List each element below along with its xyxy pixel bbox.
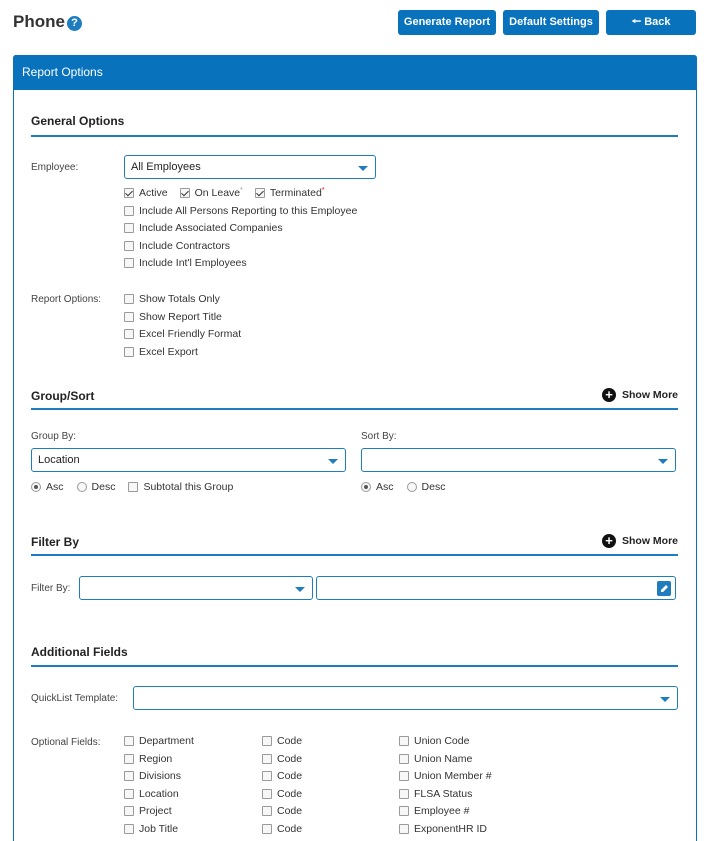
section-divider <box>31 408 678 410</box>
field-checkbox[interactable] <box>399 754 409 764</box>
include-reporting-checkbox[interactable] <box>124 206 134 216</box>
chevron-down-icon <box>660 697 670 702</box>
field-label: Location <box>139 788 179 800</box>
employee-label: Employee: <box>31 162 79 173</box>
additional-fields-title: Additional Fields <box>31 645 128 659</box>
chevron-down-icon <box>328 459 338 464</box>
code-checkbox[interactable] <box>262 806 272 816</box>
page-title: Phone <box>13 12 65 31</box>
excel-friendly-label: Excel Friendly Format <box>139 328 242 340</box>
chevron-down-icon <box>658 459 668 464</box>
section-divider <box>31 554 678 556</box>
code-checkbox[interactable] <box>262 824 272 834</box>
section-divider <box>31 135 678 137</box>
active-label: Active <box>139 187 168 199</box>
sort-asc-radio[interactable] <box>361 482 371 492</box>
field-checkbox[interactable] <box>399 789 409 799</box>
subtotal-label: Subtotal this Group <box>143 481 234 493</box>
active-checkbox[interactable] <box>124 188 134 198</box>
code-label: Code <box>277 823 303 835</box>
code-checkbox[interactable] <box>262 771 272 781</box>
back-label: Back <box>644 16 671 28</box>
include-reporting-label: Include All Persons Reporting to this Employee <box>139 205 358 217</box>
field-checkbox[interactable] <box>124 806 134 816</box>
general-options-title: General Options <box>31 114 125 128</box>
filter-by-label: Filter By: <box>31 583 71 594</box>
field-checkbox[interactable] <box>399 771 409 781</box>
code-checkbox[interactable] <box>262 736 272 746</box>
excel-friendly-checkbox[interactable] <box>124 329 134 339</box>
group-by-label: Group By: <box>31 431 77 442</box>
field-label: Divisions <box>139 770 182 782</box>
employee-select[interactable] <box>124 155 376 179</box>
field-label: Job Title <box>139 823 179 835</box>
group-asc-radio[interactable] <box>31 482 41 492</box>
include-contractors-checkbox[interactable] <box>124 241 134 251</box>
include-contractors-label: Include Contractors <box>139 240 231 252</box>
filter-field-select[interactable] <box>79 576 313 600</box>
excel-export-label: Excel Export <box>139 346 198 358</box>
on-leave-label: On Leave* <box>194 187 243 199</box>
on-leave-checkbox[interactable] <box>180 188 190 198</box>
panel-header: Report Options <box>13 55 697 90</box>
filter-value-input[interactable] <box>316 576 676 600</box>
optional-fields-label: Optional Fields: <box>31 737 101 748</box>
code-label: Code <box>277 788 303 800</box>
plus-circle-icon: + <box>602 388 616 402</box>
show-more-label: Show More <box>622 535 679 547</box>
sort-desc-label: Desc <box>421 481 446 493</box>
code-label: Code <box>277 753 303 765</box>
generate-report-button[interactable]: Generate Report <box>398 10 496 35</box>
field-checkbox[interactable] <box>124 754 134 764</box>
field-label: Project <box>139 805 172 817</box>
show-title-label: Show Report Title <box>139 311 222 323</box>
field-checkbox[interactable] <box>399 736 409 746</box>
include-associated-checkbox[interactable] <box>124 223 134 233</box>
field-label: Region <box>139 753 173 765</box>
field-label: Employee # <box>414 805 470 817</box>
employee-select-value: All Employees <box>131 161 201 173</box>
chevron-down-icon <box>358 166 368 171</box>
report-options-label: Report Options: <box>31 294 102 305</box>
include-intl-label: Include Int'l Employees <box>139 257 247 269</box>
help-icon[interactable]: ? <box>67 16 82 31</box>
sort-desc-radio[interactable] <box>407 482 417 492</box>
code-checkbox[interactable] <box>262 754 272 764</box>
group-sort-title: Group/Sort <box>31 389 95 403</box>
show-totals-checkbox[interactable] <box>124 294 134 304</box>
plus-circle-icon: + <box>602 534 616 548</box>
chevron-down-icon <box>295 587 305 592</box>
terminated-label: Terminated* <box>269 187 325 199</box>
code-label: Code <box>277 805 303 817</box>
field-checkbox[interactable] <box>124 771 134 781</box>
group-desc-radio[interactable] <box>77 482 87 492</box>
show-title-checkbox[interactable] <box>124 312 134 322</box>
group-by-value: Location <box>38 454 80 466</box>
group-desc-label: Desc <box>91 481 116 493</box>
field-checkbox[interactable] <box>124 824 134 834</box>
field-checkbox[interactable] <box>124 736 134 746</box>
field-label: Union Code <box>414 735 470 747</box>
sort-asc-label: Asc <box>376 481 394 493</box>
subtotal-checkbox[interactable] <box>128 482 138 492</box>
quicklist-select[interactable] <box>133 686 678 710</box>
sort-by-select[interactable] <box>361 448 676 472</box>
back-button[interactable] <box>606 10 696 35</box>
edit-icon[interactable] <box>657 581 671 596</box>
field-label: ExponentHR ID <box>414 823 487 835</box>
terminated-checkbox[interactable] <box>255 188 265 198</box>
group-sort-show-more[interactable] <box>602 388 678 402</box>
include-intl-checkbox[interactable] <box>124 258 134 268</box>
show-totals-label: Show Totals Only <box>139 293 220 305</box>
include-associated-label: Include Associated Companies <box>139 222 283 234</box>
field-checkbox[interactable] <box>124 789 134 799</box>
arrow-left-icon: 🠔 <box>631 16 642 28</box>
code-checkbox[interactable] <box>262 789 272 799</box>
quicklist-label: QuickList Template: <box>31 693 119 704</box>
group-asc-label: Asc <box>46 481 64 493</box>
field-label: Union Name <box>414 753 473 765</box>
group-by-select[interactable] <box>31 448 346 472</box>
default-settings-button[interactable]: Default Settings <box>503 10 599 35</box>
code-label: Code <box>277 735 303 747</box>
excel-export-checkbox[interactable] <box>124 347 134 357</box>
filter-by-title: Filter By <box>31 535 80 549</box>
show-more-label: Show More <box>622 389 679 401</box>
sort-by-label: Sort By: <box>361 431 397 442</box>
section-divider <box>31 665 678 667</box>
field-checkbox[interactable] <box>399 806 409 816</box>
field-label: Department <box>139 735 194 747</box>
field-label: FLSA Status <box>414 788 473 800</box>
filter-show-more[interactable] <box>602 534 678 548</box>
field-label: Union Member # <box>414 770 492 782</box>
field-checkbox[interactable] <box>399 824 409 834</box>
code-label: Code <box>277 770 303 782</box>
